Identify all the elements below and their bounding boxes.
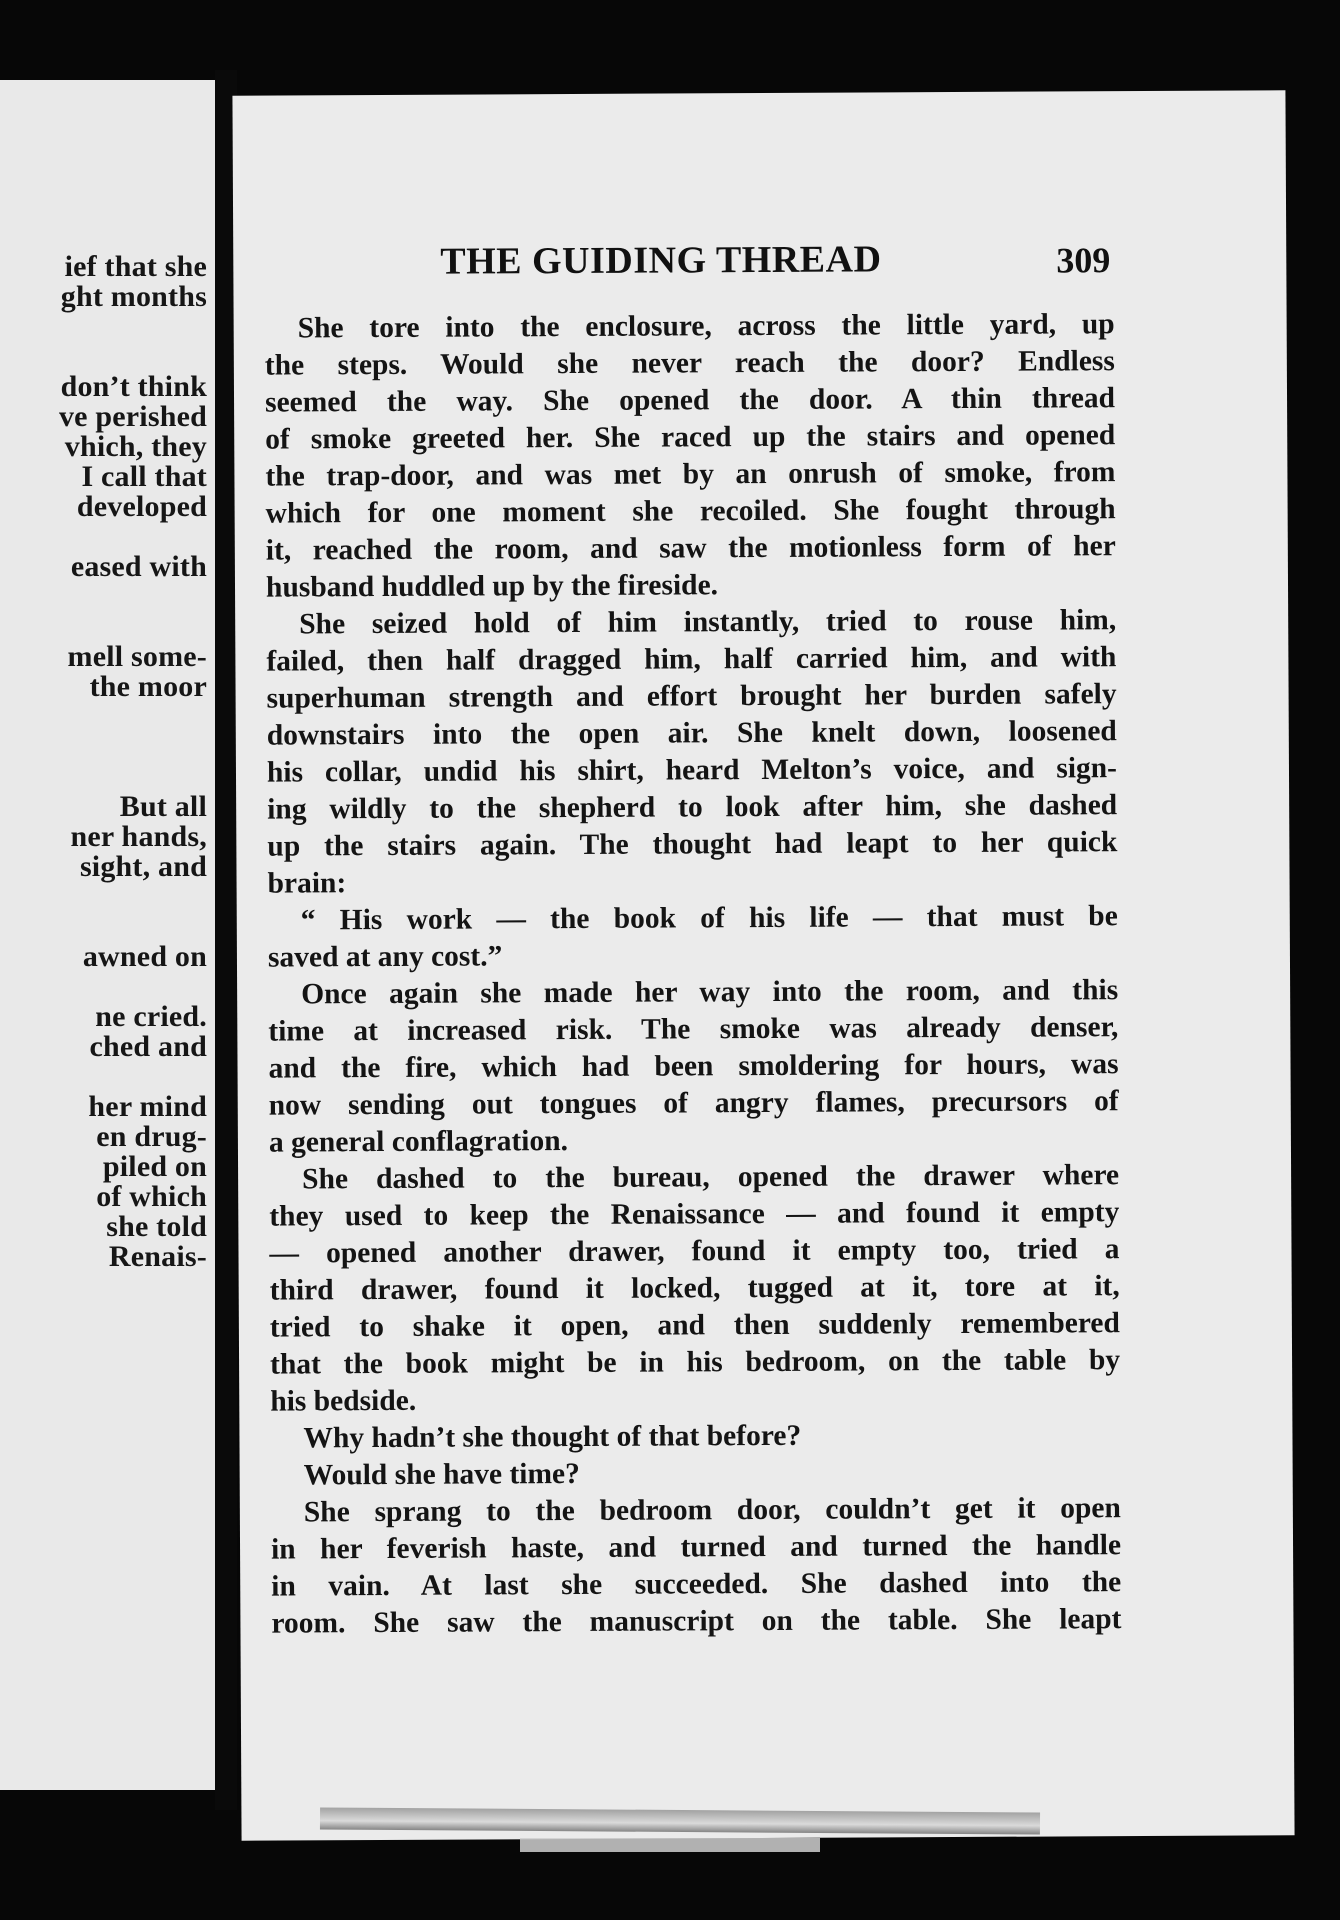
paragraph <box>266 602 1118 902</box>
text-line: that the book might be in his bedroom, on the table by <box>269 1344 1121 1381</box>
running-title: THE GUIDING THREAD <box>440 238 882 283</box>
paragraph <box>270 1416 1120 1457</box>
facing-page-line: sight, and <box>79 850 207 883</box>
facing-page-line: vhich, they <box>64 430 207 463</box>
paragraph <box>265 306 1117 606</box>
facing-page-line: piled on <box>102 1150 207 1183</box>
text-line: brain: <box>267 867 347 900</box>
page-content <box>264 236 1121 1642</box>
text-line: She sprang to the bedroom door, couldn’t get it open <box>303 1492 1121 1529</box>
facing-page-line: of which <box>96 1180 207 1213</box>
facing-page-fragment <box>0 80 215 1790</box>
text-line: room. She saw the manuscript on the table. She leapt <box>271 1603 1122 1640</box>
text-line: superhuman strength and effort brought her burden safely <box>266 678 1117 715</box>
facing-page-line: ched and <box>89 1030 207 1063</box>
page-stack-edge-lower <box>520 1838 820 1852</box>
facing-page-line: don’t think <box>60 370 207 403</box>
text-line: which for one moment she recoiled. She fought through <box>265 493 1116 530</box>
text-line: a general conflagration. <box>268 1125 569 1159</box>
text-line: Once again she made her way into the room, and this <box>301 974 1119 1011</box>
text-line: husband huddled up by the fireside. <box>265 569 719 604</box>
text-line: She seized hold of him instantly, tried to rouse him, <box>299 604 1117 641</box>
text-line: and the fire, which had been smoldering for hours, was <box>268 1048 1119 1085</box>
text-line: the trap-door, and was met by an onrush of smoke, from <box>265 456 1116 493</box>
paragraph <box>271 1453 1121 1494</box>
facing-page-line: her mind <box>88 1090 207 1123</box>
book-page <box>232 90 1294 1840</box>
facing-page-line: awned on <box>82 940 207 973</box>
text-line: third drawer, found it locked, tugged at it, tore at it, <box>269 1270 1120 1307</box>
body-text <box>265 306 1122 1642</box>
text-line: saved at any cost.” <box>267 940 503 974</box>
paragraph <box>271 1490 1122 1642</box>
facing-page-line: the moor <box>89 670 207 703</box>
text-line: time at increased risk. The smoke was already denser, <box>268 1011 1119 1048</box>
facing-page-line: I call that <box>81 460 207 493</box>
text-line: the steps. Would she never reach the door? Endless <box>264 345 1115 382</box>
facing-page-line: But all <box>119 790 207 823</box>
text-line: — opened another drawer, found it empty too, tried a <box>269 1233 1120 1270</box>
paragraph <box>268 972 1119 1161</box>
text-line: his collar, undid his shirt, heard Melton’s voice, and sign- <box>266 752 1118 789</box>
facing-page-line: ght months <box>60 280 207 313</box>
text-line: downstairs into the open air. She knelt down, loosened <box>266 715 1117 752</box>
text-line: She dashed to the bureau, opened the drawer where <box>302 1159 1120 1196</box>
facing-page-line: mell some- <box>67 640 207 673</box>
facing-page-line: ner hands, <box>70 820 207 853</box>
facing-page-line: ief that she <box>64 250 207 283</box>
text-line: in her feverish haste, and turned and turned the handle <box>270 1529 1122 1566</box>
text-line: Why hadn’t she thought of that before? <box>303 1419 802 1455</box>
text-line: Would she have time? <box>303 1457 580 1492</box>
running-head <box>264 236 1114 310</box>
text-line: now sending out tongues of angry flames, precursors of <box>268 1085 1119 1122</box>
facing-page-line: she told <box>106 1210 207 1243</box>
text-line: seemed the way. She opened the door. A thin thread <box>264 382 1116 419</box>
text-line: in vain. At last she succeeded. She dashed into the <box>271 1566 1122 1603</box>
facing-page-line: developed <box>76 490 207 523</box>
text-line: failed, then half dragged him, half carried him, and with <box>266 641 1117 678</box>
page-number: 309 <box>1056 240 1111 281</box>
text-line: of smoke greeted her. She raced up the stairs and opened <box>265 419 1116 456</box>
text-line: She tore into the enclosure, across the little yard, up <box>297 308 1115 345</box>
text-line: ing wildly to the shepherd to look after him, she dashed <box>267 789 1118 826</box>
text-line: they used to keep the Renaissance — and found it empty <box>269 1196 1120 1233</box>
facing-page-line: Renais- <box>108 1240 207 1273</box>
text-line: it, reached the room, and saw the motionless form of her <box>265 530 1116 567</box>
paragraph <box>269 1157 1120 1420</box>
text-line: his bedside. <box>270 1384 417 1418</box>
facing-page-line: en drug- <box>96 1120 207 1153</box>
facing-page-line: eased with <box>70 550 207 583</box>
text-line: up the stairs again. The thought had leapt to her quick <box>267 826 1118 863</box>
facing-page-line: ne cried. <box>95 1000 207 1033</box>
text-line: “ His work — the book of his life — that must be <box>300 900 1118 937</box>
paragraph <box>268 898 1118 976</box>
text-line: tried to shake it open, and then suddenly remembered <box>269 1307 1120 1344</box>
facing-page-line: ve perished <box>58 400 207 433</box>
